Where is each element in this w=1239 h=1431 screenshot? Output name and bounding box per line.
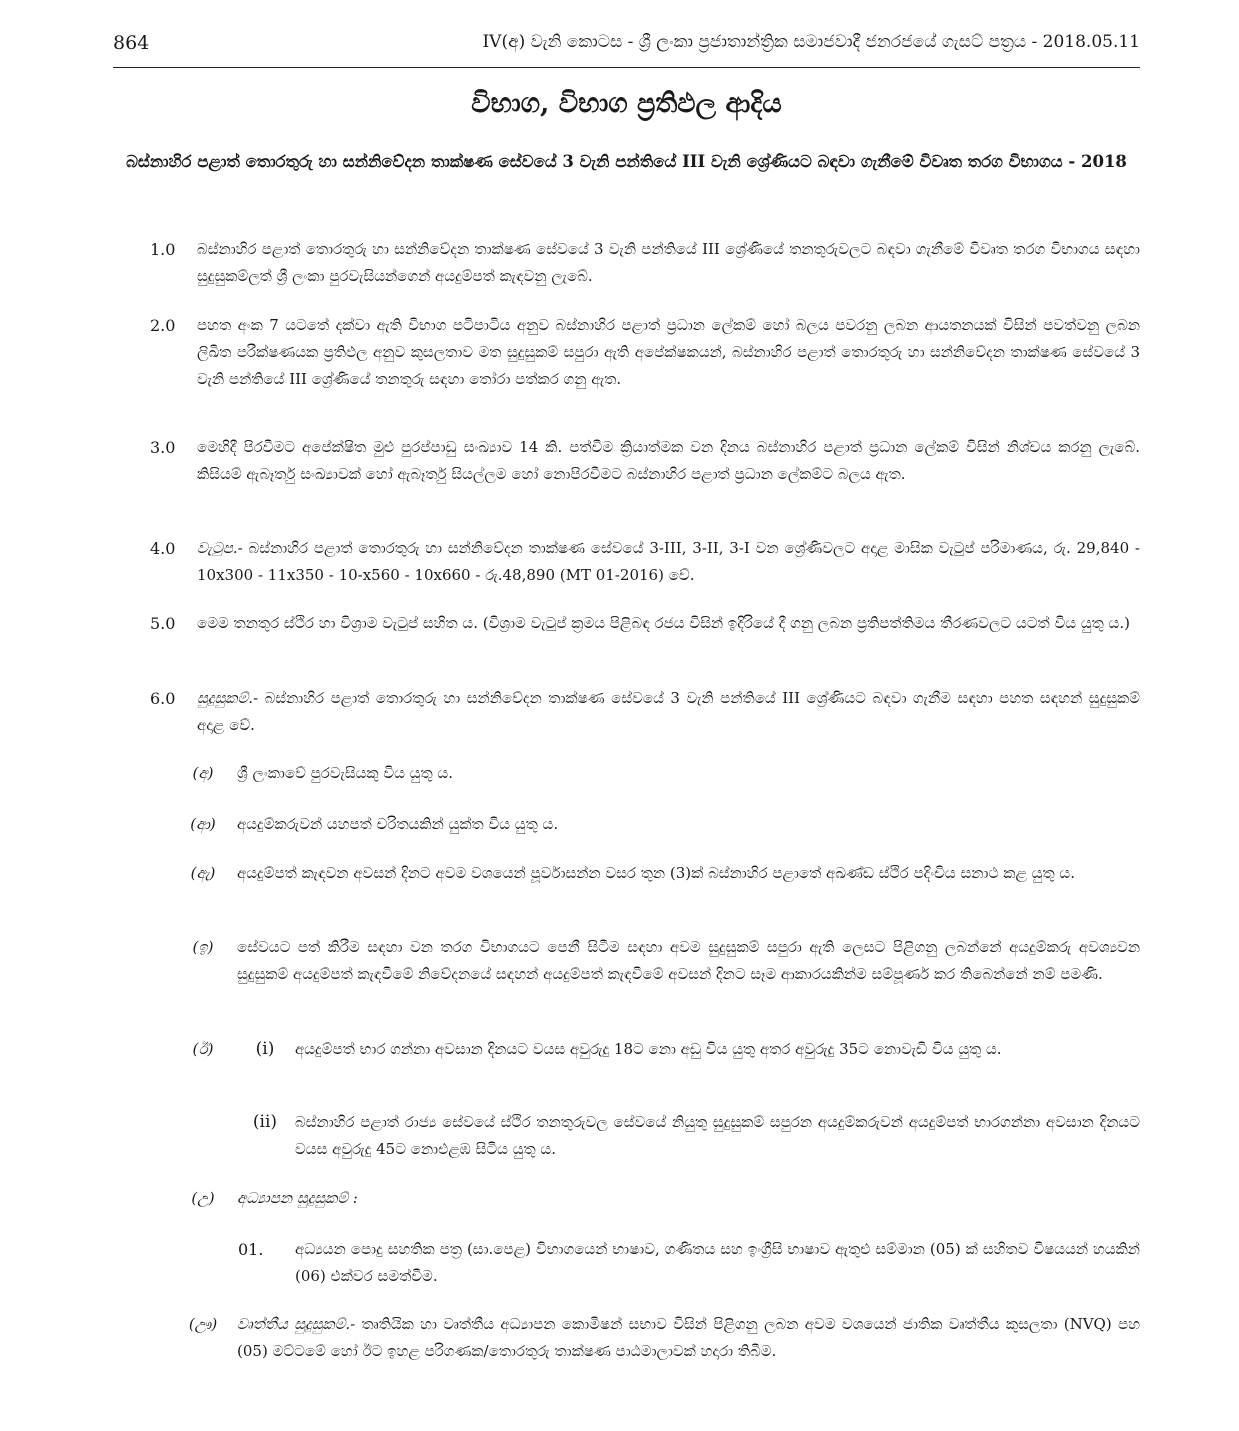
- paragraph-body: බස්නාහිර පළාත් තොරතුරු හා සන්නිවේදන තාක්ෂණ සේවයේ 3-III, 3-II, 3-I වන ශ්‍රේණිවලට අදාළ මාසික වැටුප් පරිමාණය, රු. 29,840 - 10x300 - 11x350 - 10-x560 - 10x660 - රු.48,890 (MT 01-2016) වේ.: [197, 539, 1140, 584]
- item-label: (ඌ): [188, 1315, 218, 1333]
- running-head: IV(අ) වැනි කොටස - ශ්‍රී ලංකා ප්‍රජාතාන්ත්‍රික සමාජවාදී ජනරජයේ ගැසට් පත්‍රය - 2018.05.11: [482, 32, 1140, 52]
- item-label: (උ): [191, 1189, 215, 1207]
- paragraph-number: 6.0: [150, 689, 176, 708]
- header-rule: [113, 67, 1140, 68]
- roman-label: (i): [255, 1039, 275, 1059]
- paragraph-body: පහත අංක 7 යටතේ දක්වා ඇති විභාග පටිපාටිය අනුව බස්නාහිර පළාත් ප්‍රධාන ලේකම් හෝ බලය පවරනු ලබන ආයතනයක් විසින් පවත්වනු ලබන ලිඛිත පරීක්ෂණයක ප්‍රතිඵල අනුව කුසලතාව මත සුදුසුකම් සපුරා ඇති අපේක්ෂකයන්, බස්නාහිර පළාත් තොරතුරු හා සන්නිවේදන තාක්ෂණ සේවයේ 3 වැනි පන්තියේ III ශ්‍රේණියේ තනතුරු සඳහා තෝරා පත්කර ගනු ඇත.: [197, 316, 1140, 388]
- item-label: (ඇ): [190, 864, 216, 882]
- paragraph-number: 2.0: [150, 316, 176, 335]
- paragraph-text: [197, 236, 1140, 290]
- paragraph-text: [197, 312, 1140, 393]
- item-text: [237, 760, 1140, 787]
- notice-title: බස්නාහිර පළාත් තොරතුරු හා සන්නිවේදන තාක්ෂණ සේවයේ 3 වැනි පන්තියේ III වැනි ශ්‍රේණියට බඳවා ගැනීමේ විවෘත තරග විභාගය - 2018: [126, 152, 1127, 171]
- item-body: තෘතියික හා වෘත්තීය අධ්‍යාපන කොමිෂන් සභාව විසින් පිළිගනු ලබන අවම වශයෙන් ජාතික වෘත්තීය කුසලතා (NVQ) පහ (05) මට්ටමේ හෝ ඊට ඉහළ පරිගණක/තොරතුරු තාක්ෂණ පාඨමාලාවක් හදාරා තිබීම.: [237, 1315, 1140, 1360]
- item-body: අයදුම්කරුවන් යහපත් චරිතයකින් යුක්ත විය යුතු ය.: [237, 815, 559, 833]
- item-body: අයදුම්පත් කැඳවන අවසන් දිනට අවම වශයෙන් පූර්වාසන්න වසර තුන (3)ක් බස්නාහිර පළාතේ අඛණ්ඩ ස්ථිර පදිංචිය සනාථ කළ යුතු ය.: [237, 864, 1075, 882]
- item-lead: වෘත්තීය සුදුසුකම්.-: [237, 1315, 356, 1333]
- paragraph-body: මෙම තනතුර ස්ථිර හා විශ්‍රාම වැටුප් සහිත ය. (විශ්‍රාම වැටුප් ක්‍රමය පිළිබඳ රජය විසින් ඉදිරියේ දී ගනු ලබන ප්‍රතිපත්තිමය තීරණවලට යටත් විය යුතු ය.): [197, 614, 1130, 632]
- item-body: ශ්‍රී ලංකාවේ පුරවැසියකු විය යුතු ය.: [237, 764, 453, 782]
- paragraph-lead: වැටුප.-: [197, 539, 243, 557]
- section-title: විභාග, විභාග ප්‍රතිඵල ආදිය: [471, 88, 782, 119]
- item-text: [237, 934, 1140, 988]
- paragraph-text: [197, 535, 1140, 589]
- education-text: අධ්‍යයන පොදු සහතික පත්‍ර (සා.පෙළ) විභාගයෙන් භාෂාව, ගණිතය සහ ඉංග්‍රීසි භාෂාව ඇතුළු සම්මාන (05) ක් සහිතව විෂයයන් හයකින් (06) එක්වර සමත්වීම.: [295, 1240, 1140, 1285]
- item-text: [237, 860, 1140, 887]
- item-label: (ඊ): [192, 1040, 214, 1058]
- item-body: සේවයට පත් කිරීම සඳහා වන තරග විභාගයට පෙනී සිටීම සඳහා අවම සුදුසුකම් සපුරා ඇති ලෙසට පිළිගනු ලබන්නේ අයදුම්කරු අවශ්‍යවන සුදුසුකම් අයදුම්පත් කැඳවීමේ නිවේදනයේ සඳහන් අයදුම්පත් කැඳවීමේ අවසන් දිනට සෑම ආකාරයකින්ම සම්පූර්ණ කර තිබෙන්නේ නම් පමණි.: [237, 938, 1140, 983]
- page-number: 864: [113, 32, 150, 54]
- paragraph-lead: සුදුසුකම්.-: [197, 689, 259, 707]
- item-lead: අධ්‍යාපන සුදුසුකම් :: [237, 1189, 358, 1207]
- paragraph-number: 1.0: [150, 240, 176, 259]
- page-header: [113, 30, 1140, 66]
- paragraph-text: [197, 685, 1140, 739]
- roman-text: අයදුම්පත් භාර ගන්නා අවසාන දිනයට වයස අවුරුදු 18ට නො අඩු විය යුතු අතර අවුරුදු 35ට නොවැඩි විය යුතු ය.: [295, 1040, 1002, 1058]
- paragraph-text: [197, 434, 1140, 488]
- education-label: 01.: [238, 1240, 264, 1259]
- item-label: (අ): [192, 764, 214, 782]
- roman-label: (ii): [252, 1112, 278, 1132]
- item-label: (ඉ): [192, 938, 214, 956]
- item-text: [237, 1185, 1140, 1212]
- paragraph-text: [197, 610, 1140, 637]
- paragraph-body: මෙහිදී පිරවීමට අපේක්ෂිත මුළු පුරප්පාඩු සංඛ්‍යාව 14 කි. පත්වීම ක්‍රියාත්මක වන දිනය බස්නාහිර පළාත් ප්‍රධාන ලේකම් විසින් නිශ්චය කරනු ලැබේ. කිසියම් ඇබෑර්තු සංඛ්‍යාවක් හෝ ඇබෑර්තු සියල්ලම හෝ නොපිරවීමට බස්නාහිර පළාත් ප්‍රධාන ලේකම්ට බලය ඇත.: [197, 438, 1140, 483]
- roman-text: බස්නාහිර පළාත් රාජ්‍ය සේවයේ ස්ථිර තනතුරුවල සේවයේ නියුතු සුදුසුකම් සපුරන අයදුම්කරුවන් අයදුම්පත් භාරගන්නා අවසාන දිනයට වයස අවුරුදු 45ට නොඑළඹ සිටිය යුතු ය.: [295, 1113, 1140, 1158]
- item-label: (ආ): [190, 815, 216, 833]
- paragraph-body: බස්නාහිර පළාත් තොරතුරු හා සන්නිවේදන තාක්ෂණ සේවයේ 3 වැනි පන්තියේ III ශ්‍රේණියට බඳවා ගැනීම සඳහා පහත සඳහන් සුදුසුකම් අදාළ වේ.: [197, 689, 1140, 734]
- paragraph-body: බස්නාහිර පළාත් තොරතුරු හා සන්නිවේදන තාක්ෂණ සේවයේ 3 වැනි පන්තියේ III ශ්‍රේණියේ තනතුරුවලට බඳවා ගැනීමේ විවෘත තරග විභාගය සඳහා සුදුසුකම්ලත් ශ්‍රී ලංකා පුරවැසියන්ගෙන් අයදුම්පත් කැඳවනු ලැබේ.: [197, 240, 1140, 285]
- item-text: [237, 1311, 1140, 1365]
- paragraph-number: 3.0: [150, 438, 176, 457]
- paragraph-number: 4.0: [150, 539, 176, 558]
- paragraph-number: 5.0: [150, 614, 176, 633]
- item-text: [237, 811, 1140, 838]
